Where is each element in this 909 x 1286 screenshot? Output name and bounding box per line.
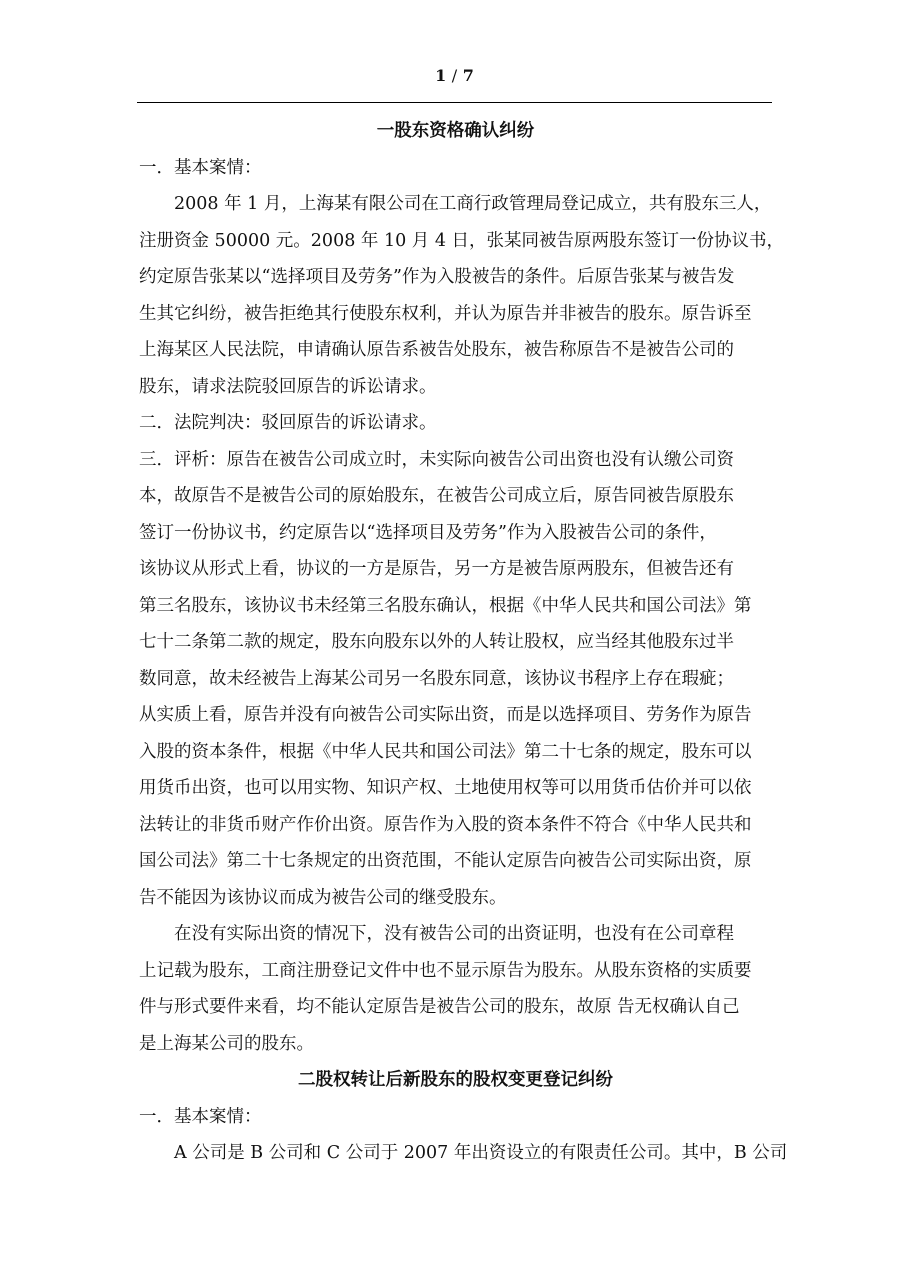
case1-analysis-line: 七十二条第二款的规定，股东向股东以外的人转让股权，应当经其他股东过半 xyxy=(139,632,734,652)
case1-analysis-line: 从实质上看，原告并没有向被告公司实际出资，而是以选择项目、劳务作为原告 xyxy=(139,705,752,725)
case1-facts-line: 注册资金 50000 元。2008 年 10 月 4 日，张某同被告原两股东签订一份协议书， xyxy=(139,230,785,251)
case1-analysis-line: 第三名股东，该协议书未经第三名股东确认，根据《中华人民共和国公司法》第 xyxy=(139,595,752,616)
case1-analysis-paragraph xyxy=(139,442,772,917)
case1-facts-line: 约定原告张某以“选择项目及劳务”作为入股被告的条件。后原告张某与被告发 xyxy=(139,267,735,287)
page-separator: / xyxy=(451,66,458,85)
case1-conclusion-paragraph xyxy=(139,916,772,1062)
case1-analysis-line: 三．评析：原告在被告公司成立时，未实际向被告公司出资也没有认缴公司资 xyxy=(139,449,734,470)
case1-analysis-line: 该协议从形式上看，协议的一方是原告，另一方是被告原两股东，但被告还有 xyxy=(139,559,734,579)
case1-facts-line: 股东，请求法院驳回原告的诉讼请求。 xyxy=(139,376,437,397)
case1-analysis-line: 告不能因为该协议而成为被告公司的继受股东。 xyxy=(139,887,507,908)
header-rule xyxy=(137,102,772,103)
page-total: 7 xyxy=(462,66,474,85)
case1-facts-paragraph xyxy=(139,186,785,405)
case1-facts-line: 上海某区人民法院，申请确认原告系被告处股东，被告称原告不是被告公司的 xyxy=(139,340,734,360)
page-current: 1 xyxy=(435,66,447,85)
case1-analysis-line: 签订一份协议书，约定原告以“选择项目及劳务”作为入股被告公司的条件， xyxy=(139,522,717,543)
document-body xyxy=(139,113,788,1172)
case2-facts-paragraph xyxy=(139,1135,788,1172)
case2-facts-line: A 公司是 B 公司和 C 公司于 2007 年出资设立的有限责任公司。其中，B 公司 xyxy=(174,1143,788,1163)
case1-analysis-line: 用货币出资，也可以用实物、知识产权、土地使用权等可以用货币估价并可以依 xyxy=(139,778,752,798)
case1-analysis-line: 入股的资本条件，根据《中华人民共和国公司法》第二十七条的规定，股东可以 xyxy=(139,741,752,762)
case1-basic-facts-label: 一．基本案情： xyxy=(139,157,262,178)
case1-conclusion-line: 件与形式要件来看，均不能认定原告是被告公司的股东，故原 告无权确认自己 xyxy=(139,997,740,1017)
case1-facts-line: 2008 年 1 月，上海某有限公司在工商行政管理局登记成立，共有股东三人， xyxy=(174,194,772,214)
case1-conclusion-line: 在没有实际出资的情况下，没有被告公司的出资证明，也没有在公司章程 xyxy=(174,924,734,944)
case2-title: 二股权转让后新股东的股权变更登记纠纷 xyxy=(298,1070,613,1090)
case1-analysis-line: 数同意，故未经被告上海某公司另一名股东同意，该协议书程序上存在瑕疵； xyxy=(139,668,734,689)
case1-judgment: 二．法院判决：驳回原告的诉讼请求。 xyxy=(139,413,437,433)
case1-analysis-line: 国公司法》第二十七条规定的出资范围，不能认定原告向被告公司实际出资，原 xyxy=(139,851,752,871)
case2-basic-facts-label: 一．基本案情： xyxy=(139,1106,262,1127)
case1-conclusion-line: 上记载为股东，工商注册登记文件中也不显示原告为股东。从股东资格的实质要 xyxy=(139,960,752,981)
page-number xyxy=(0,66,909,85)
case1-conclusion-line: 是上海某公司的股东。 xyxy=(139,1033,314,1054)
case1-facts-line: 生其它纠纷，被告拒绝其行使股东权利，并认为原告并非被告的股东。原告诉至 xyxy=(139,303,752,324)
case1-analysis-line: 法转让的非货币财产作价出资。原告作为入股的资本条件不符合《中华人民共和 xyxy=(139,814,752,835)
case1-title: 一股东资格确认纠纷 xyxy=(376,121,535,141)
case1-analysis-line: 本，故原告不是被告公司的原始股东，在被告公司成立后，原告同被告原股东 xyxy=(139,486,734,506)
